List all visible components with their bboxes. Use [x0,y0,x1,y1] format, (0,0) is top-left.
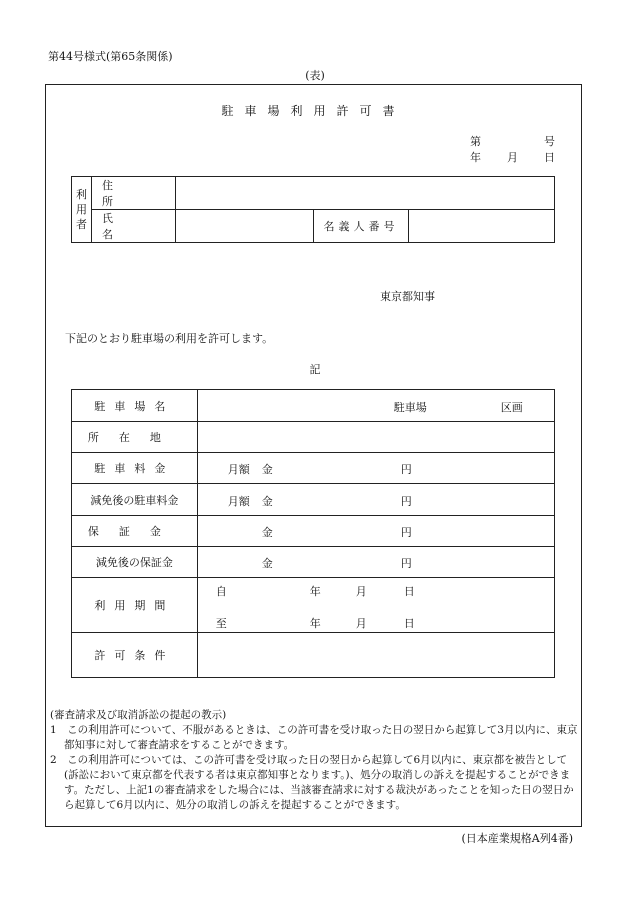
location-label-cell [72,422,198,453]
address-label: 住所 [101,179,149,208]
nominee-label-cell [313,210,409,243]
fee-kin: 金 [261,463,273,476]
date-month: 月 [507,151,518,164]
user-group-char-1: 利 [75,188,87,201]
deposit-yen: 円 [400,526,412,539]
reduced-fee-monthly: 月額 [227,494,250,508]
fee-monthly: 月額 [227,463,250,476]
lot-name-value[interactable] [197,390,554,422]
face-label: (表) [305,69,325,82]
name-label-cell [91,210,175,243]
paper-size-note: (日本産業規格A列4番) [461,832,573,845]
location-value[interactable] [197,422,554,453]
period-to-year: 年 [309,617,321,630]
period-to: 至 [215,617,227,630]
period-from: 自 [215,585,227,598]
location-label: 所在地 [87,431,181,444]
appeal-heading: (審査請求及び取消訴訟の提起の教示) [50,709,227,721]
period-to-month: 月 [355,617,367,630]
date-day: 日 [544,151,555,164]
reduced-deposit-label-cell [72,547,198,578]
period-from-day: 日 [403,585,415,598]
appeal-notice [50,708,580,813]
user-table [71,176,555,243]
permit-number-line [470,133,555,149]
fee-label-cell [72,453,198,484]
date-year: 年 [470,151,481,164]
reduced-fee-value[interactable] [197,484,554,516]
period-value[interactable] [197,578,554,633]
conditions-label-cell [72,633,198,678]
lot-name-label-cell [72,390,198,422]
user-group-char-2: 用 [75,203,87,216]
issue-date-line [470,149,555,165]
reduced-deposit-kin: 金 [261,557,273,570]
name-label: 氏名 [101,212,159,241]
permit-table [71,389,555,678]
reduced-deposit-value[interactable] [197,547,554,578]
reduced-fee-label: 減免後の駐車料金 [90,493,179,507]
section-suffix: 区画 [500,400,523,414]
number-suffix: 号 [544,135,555,148]
conditions-label: 許可条件 [94,649,175,662]
period-to-day: 日 [403,617,415,630]
conditions-value[interactable] [197,633,554,678]
name-value[interactable] [175,210,313,243]
reduced-deposit-yen: 円 [400,557,412,570]
period-label-cell [72,578,198,633]
intro-text: 下記のとおり駐車場の利用を許可します。 [65,332,274,345]
deposit-value[interactable] [197,516,554,547]
user-group-char-3: 者 [75,218,87,231]
appeal-item-1: 1 この利用許可について、不服があるときは、この許可書を受け取った日の翌日から起算して3月以内に、東京都知事に対して審査請求をすることができます。 [50,724,578,751]
lot-name-label: 駐車場名 [94,399,175,413]
deposit-label: 保証金 [87,525,181,538]
address-label-cell [91,177,175,210]
reduced-fee-kin: 金 [261,494,273,508]
reduced-fee-yen: 円 [400,494,412,508]
fee-yen: 円 [400,463,412,476]
governor-signature: 東京都知事 [380,290,435,303]
number-prefix: 第 [470,135,481,148]
nominee-value[interactable] [409,210,555,243]
fee-value[interactable] [197,453,554,484]
period-from-year: 年 [309,585,321,598]
appeal-item-2: 2 この利用許可については、この許可書を受け取った日の翌日から起算して6月以内に、東京都を被告として(訴訟において東京都を代表する者は東京都知事となります。)、処分の取消しの訴えを提起することができます。ただし、上記1の審査請求をした場合には、当該審査請求に対する裁決があったことを知った日の翌日から起算して6月以内に、処分の取消しの訴えを提起することができます。 [50,754,574,811]
fee-label: 駐車料金 [94,462,175,475]
document-title: 駐車場利用許可書 [221,104,406,118]
user-group-label [72,177,92,243]
reduced-fee-label-cell [72,484,198,516]
address-value[interactable] [175,177,554,210]
form-code: 第44号様式(第65条関係) [48,50,173,63]
deposit-kin: 金 [261,526,273,539]
reduced-deposit-label: 減免後の保証金 [95,556,173,569]
period-from-month: 月 [355,585,367,598]
nominee-label: 名義人番号 [323,220,399,233]
lot-suffix: 駐車場 [393,400,427,414]
ki-heading: 記 [309,363,321,376]
period-label: 利用期間 [94,599,175,612]
deposit-label-cell [72,516,198,547]
